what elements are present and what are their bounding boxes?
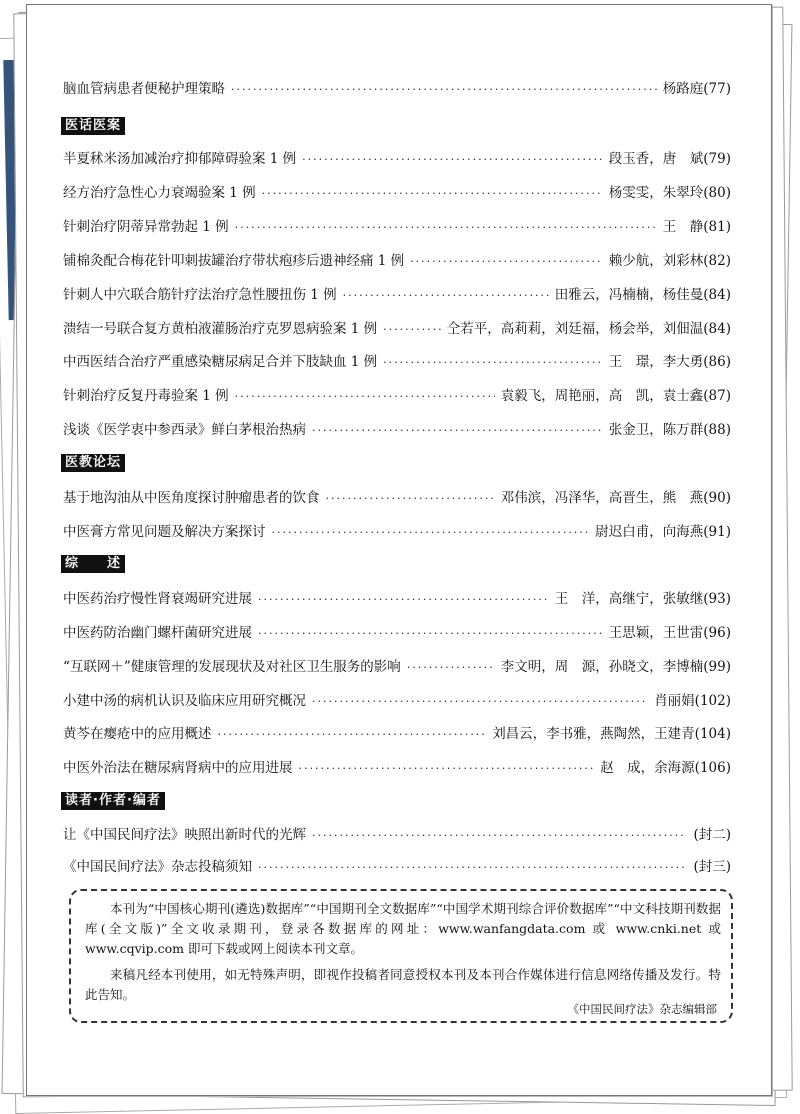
leader-dots (383, 354, 603, 372)
leader-dots (262, 185, 603, 203)
toc-entry[interactable] (63, 320, 731, 339)
toc-entry[interactable] (63, 858, 731, 877)
entry-title: 《中国民间疗法》杂志投稿须知 (63, 859, 252, 875)
contents-page (26, 4, 772, 1096)
toc-entry[interactable] (63, 387, 731, 406)
entry-authors: 李文明，周 源，孙晓文，李博楠(99) (500, 659, 731, 675)
toc-entry[interactable] (63, 184, 731, 203)
leader-dots (231, 81, 657, 99)
entry-authors: 王 静(81) (662, 219, 731, 235)
toc-entry[interactable] (63, 353, 731, 372)
leader-dots (272, 524, 590, 542)
toc-entry[interactable] (63, 692, 731, 711)
notice-box (69, 889, 733, 1023)
section-heading-case-reports: 医话医案 (61, 117, 125, 135)
entry-title: 基于地沟油从中医角度探讨肿瘤患者的饮食 (63, 490, 320, 506)
notice-paragraph-copyright: 来稿凡经本刊使用，如无特殊声明，即视作投稿者同意授权本刊及本刊合作媒体进行信息网络传播及发行。特此告知。 (85, 967, 721, 1002)
leader-dots (218, 726, 487, 744)
entry-title: 经方治疗急性心力衰竭验案 1 例 (63, 185, 256, 201)
entry-title: 让《中国民间疗法》映照出新时代的光辉 (63, 827, 306, 843)
entry-authors: 邓伟滨，冯泽华，高晋生，熊 燕(90) (500, 490, 731, 506)
entry-title: 针刺治疗反复丹毒验案 1 例 (63, 388, 229, 404)
toc-entry[interactable] (63, 590, 731, 609)
entry-title: 针刺人中穴联合筋针疗法治疗急性腰扭伤 1 例 (63, 287, 337, 303)
editorial-signature: 《中国民间疗法》杂志编辑部 (567, 1002, 717, 1016)
entry-title: 中医药防治幽门螺杆菌研究进展 (63, 625, 252, 641)
entry-authors: 肖丽娟(102) (654, 693, 731, 709)
leader-dots (343, 287, 549, 305)
toc-entry[interactable] (63, 624, 731, 643)
leader-dots (383, 321, 441, 339)
toc-entry[interactable] (63, 252, 731, 271)
leader-dots (235, 388, 495, 406)
entry-authors: 张金卫，陈万群(88) (608, 422, 731, 438)
toc-entry[interactable] (63, 80, 731, 99)
entry-title: 溃结一号联合复方黄柏液灌肠治疗克罗恩病验案 1 例 (63, 321, 378, 337)
entry-title: “互联网＋”健康管理的发展现状及对社区卫生服务的影响 (63, 659, 401, 675)
leader-dots (258, 591, 549, 609)
entry-title: 浅谈《医学衷中参西录》鲜白茅根治热病 (63, 422, 306, 438)
entry-authors: 王 璟，李大勇(86) (608, 354, 731, 370)
toc-entry[interactable] (63, 421, 731, 440)
entry-title: 黄芩在瘿疮中的应用概述 (63, 726, 212, 742)
toc-entry[interactable] (63, 218, 731, 237)
section-heading-readers: 读者·作者·编者 (61, 792, 165, 810)
leader-dots (407, 659, 495, 677)
entry-authors: 杨路庭(77) (662, 81, 731, 97)
entry-authors: 尉迟白甫，向海燕(91) (595, 524, 731, 540)
toc-entry[interactable] (63, 725, 731, 744)
entry-authors: (封二) (693, 827, 731, 843)
leader-dots (258, 859, 687, 877)
leader-dots (302, 151, 603, 169)
entry-title: 小建中汤的病机认识及临床应用研究概况 (63, 693, 306, 709)
entry-authors: 王思颖，王世雷(96) (608, 625, 731, 641)
entry-authors: (封三) (693, 859, 731, 875)
leader-dots (258, 625, 603, 643)
entry-authors: 袁毅飞，周艳丽，高 凯，袁士鑫(87) (500, 388, 731, 404)
entry-title: 中医膏方常见问题及解决方案探讨 (63, 524, 266, 540)
leader-dots (326, 490, 495, 508)
leader-dots (312, 422, 603, 440)
entry-authors: 王 洋，高继宁，张敏继(93) (554, 591, 731, 607)
entry-title: 中医药治疗慢性肾衰竭研究进展 (63, 591, 252, 607)
entry-authors: 赖少航，刘彩林(82) (608, 253, 731, 269)
toc-entry[interactable] (63, 489, 731, 508)
entry-title: 脑血管病患者便秘护理策略 (63, 81, 225, 97)
entry-title: 针刺治疗阴蒂异常勃起 1 例 (63, 219, 229, 235)
section-heading-forum: 医教论坛 (61, 454, 125, 472)
entry-authors: 刘昌云，李书雅，燕陶然，王建青(104) (492, 726, 731, 742)
leader-dots (312, 693, 648, 711)
entry-title: 铺棉灸配合梅花针叩刺拔罐治疗带状疱疹后遗神经痛 1 例 (63, 253, 405, 269)
section-heading-reviews: 综 述 (61, 555, 125, 573)
entry-authors: 段玉香，唐 斌(79) (608, 151, 731, 167)
leader-dots (299, 760, 595, 778)
entry-authors: 杨雯雯，朱翠玲(80) (608, 185, 731, 201)
leader-dots (410, 253, 603, 271)
entry-title: 中西医结合治疗严重感染糖尿病足合并下肢缺血 1 例 (63, 354, 378, 370)
entry-authors: 田雅云，冯楠楠，杨佳曼(84) (554, 287, 731, 303)
leader-dots (235, 219, 657, 237)
toc-entry[interactable] (63, 658, 731, 677)
entry-authors: 仝若平，高莉莉，刘廷福，杨会举，刘佃温(84) (446, 321, 731, 337)
entry-authors: 赵 成，余海源(106) (600, 760, 731, 776)
toc-entry[interactable] (63, 286, 731, 305)
toc-entry[interactable] (63, 150, 731, 169)
leader-dots (312, 827, 687, 845)
notice-paragraph-indexing: 本刊为“中国核心期刊(遴选)数据库”“中国期刊全文数据库”“中国学术期刊综合评价数据库”“中文科技期刊数据库(全文版)”全文收录期刊，登录各数据库的网址：www.wanfangdata.com 或 www.cnki.net 或 www.cqvip.com 即可下载或网上阅读本刊文章。 (85, 901, 721, 956)
toc-entry[interactable] (63, 826, 731, 845)
toc-entry[interactable] (63, 759, 731, 778)
entry-title: 半夏秫米汤加减治疗抑郁障碍验案 1 例 (63, 151, 297, 167)
entry-title: 中医外治法在糖尿病肾病中的应用进展 (63, 760, 293, 776)
toc-entry[interactable] (63, 523, 731, 542)
